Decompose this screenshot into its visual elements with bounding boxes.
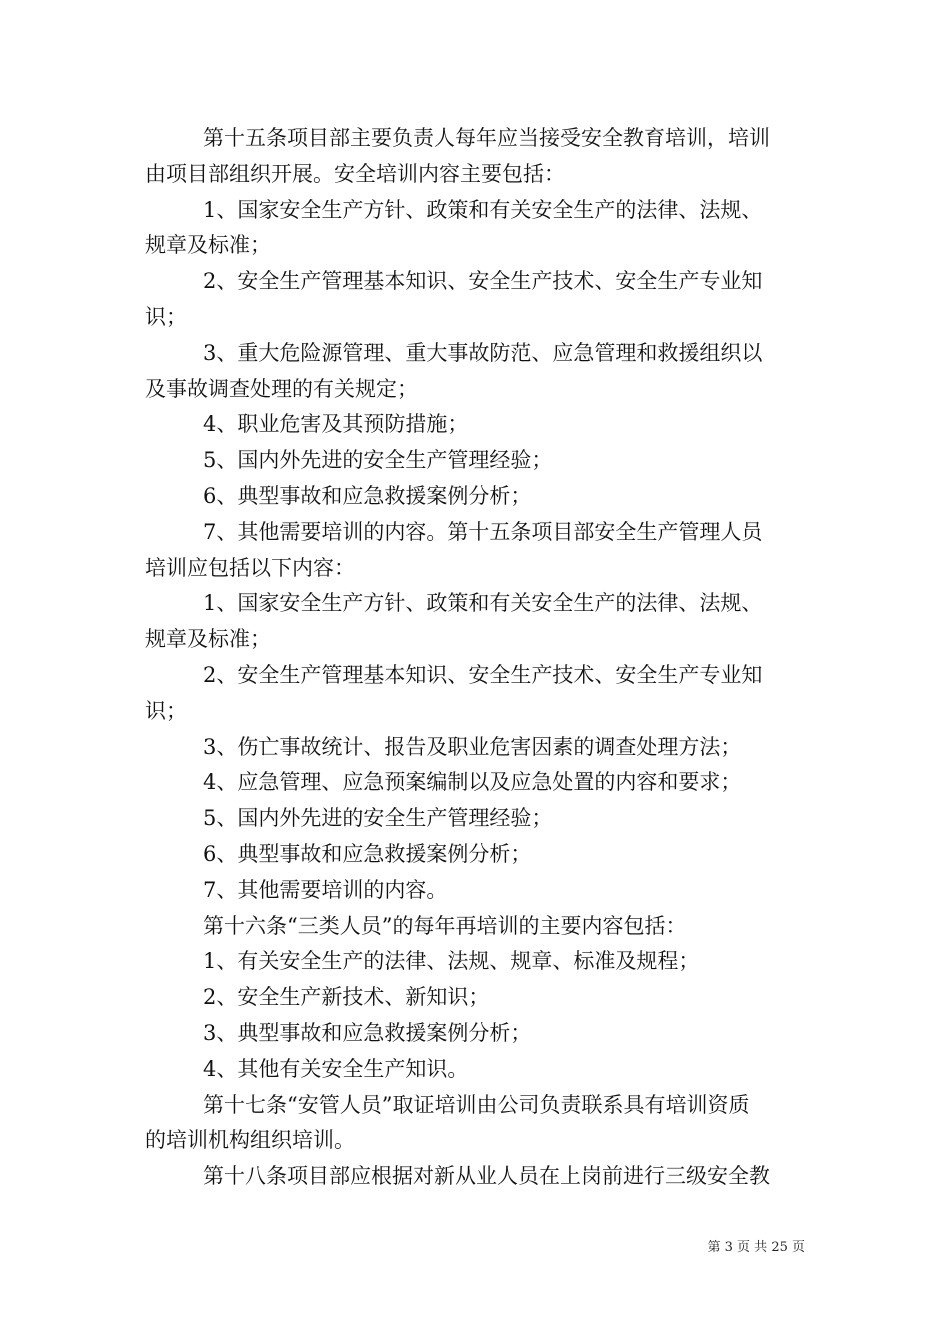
list-item-line: 7、其他需要培训的内容。第十五条项目部安全生产管理人员 [203,519,763,544]
paragraph-line: 第十五条项目部主要负责人每年应当接受安全教育培训，培训 [203,126,770,150]
list-item-line: 5、国内外先进的安全生产管理经验； [203,806,553,831]
list-item-line: 2、安全生产管理基本知识、安全生产技术、安全生产专业知 [203,662,763,687]
list-item-line: 及事故调查处理的有关规定； [145,376,418,401]
list-item-line: 规章及标准； [145,233,271,258]
list-item-line: 识； [145,698,187,723]
list-item-line: 1、国家安全生产方针、政策和有关安全生产的法律、法规、 [203,197,763,222]
list-item-line: 3、伤亡事故统计、报告及职业危害因素的调查处理方法； [203,734,742,759]
list-item-line: 规章及标准； [145,627,271,652]
paragraph-line: 的培训机构组织培训。 [145,1128,355,1153]
document-body [145,121,807,1195]
list-item-line: 4、应急管理、应急预案编制以及应急处置的内容和要求； [203,770,742,795]
list-item-line: 6、典型事故和应急救援案例分析； [203,483,532,508]
list-item-line: 2、安全生产管理基本知识、安全生产技术、安全生产专业知 [203,269,763,294]
list-item-line: 5、国内外先进的安全生产管理经验； [203,448,553,473]
list-item-line: 3、典型事故和应急救援案例分析； [203,1020,532,1045]
paragraph-line: 由项目部组织开展。安全培训内容主要包括： [145,161,565,186]
list-item-line: 4、其他有关安全生产知识。 [203,1056,469,1081]
paragraph-line: 第十六条“三类人员”的每年再培训的主要内容包括： [203,913,687,938]
list-item-line: 1、国家安全生产方针、政策和有关安全生产的法律、法规、 [203,591,763,616]
list-item-line: 6、典型事故和应急救援案例分析； [203,841,532,866]
paragraph-line: 第十七条“安管人员”取证培训由公司负责联系具有培训资质 [203,1092,750,1117]
list-item-line: 1、有关安全生产的法律、法规、规章、标准及规程； [203,949,700,974]
list-item-line: 7、其他需要培训的内容。 [203,877,448,902]
list-item-line: 4、职业危害及其预防措施； [203,412,469,437]
list-item-line: 3、重大危险源管理、重大事故防范、应急管理和救援组织以 [203,340,763,365]
page-number-footer: 第 3 页 共 25 页 [707,1240,805,1255]
paragraph-line: 培训应包括以下内容： [145,555,355,580]
paragraph-line: 第十八条项目部应根据对新从业人员在上岗前进行三级安全教 [203,1164,770,1189]
list-item-line: 识； [145,304,187,329]
list-item-line: 2、安全生产新技术、新知识； [203,985,490,1010]
